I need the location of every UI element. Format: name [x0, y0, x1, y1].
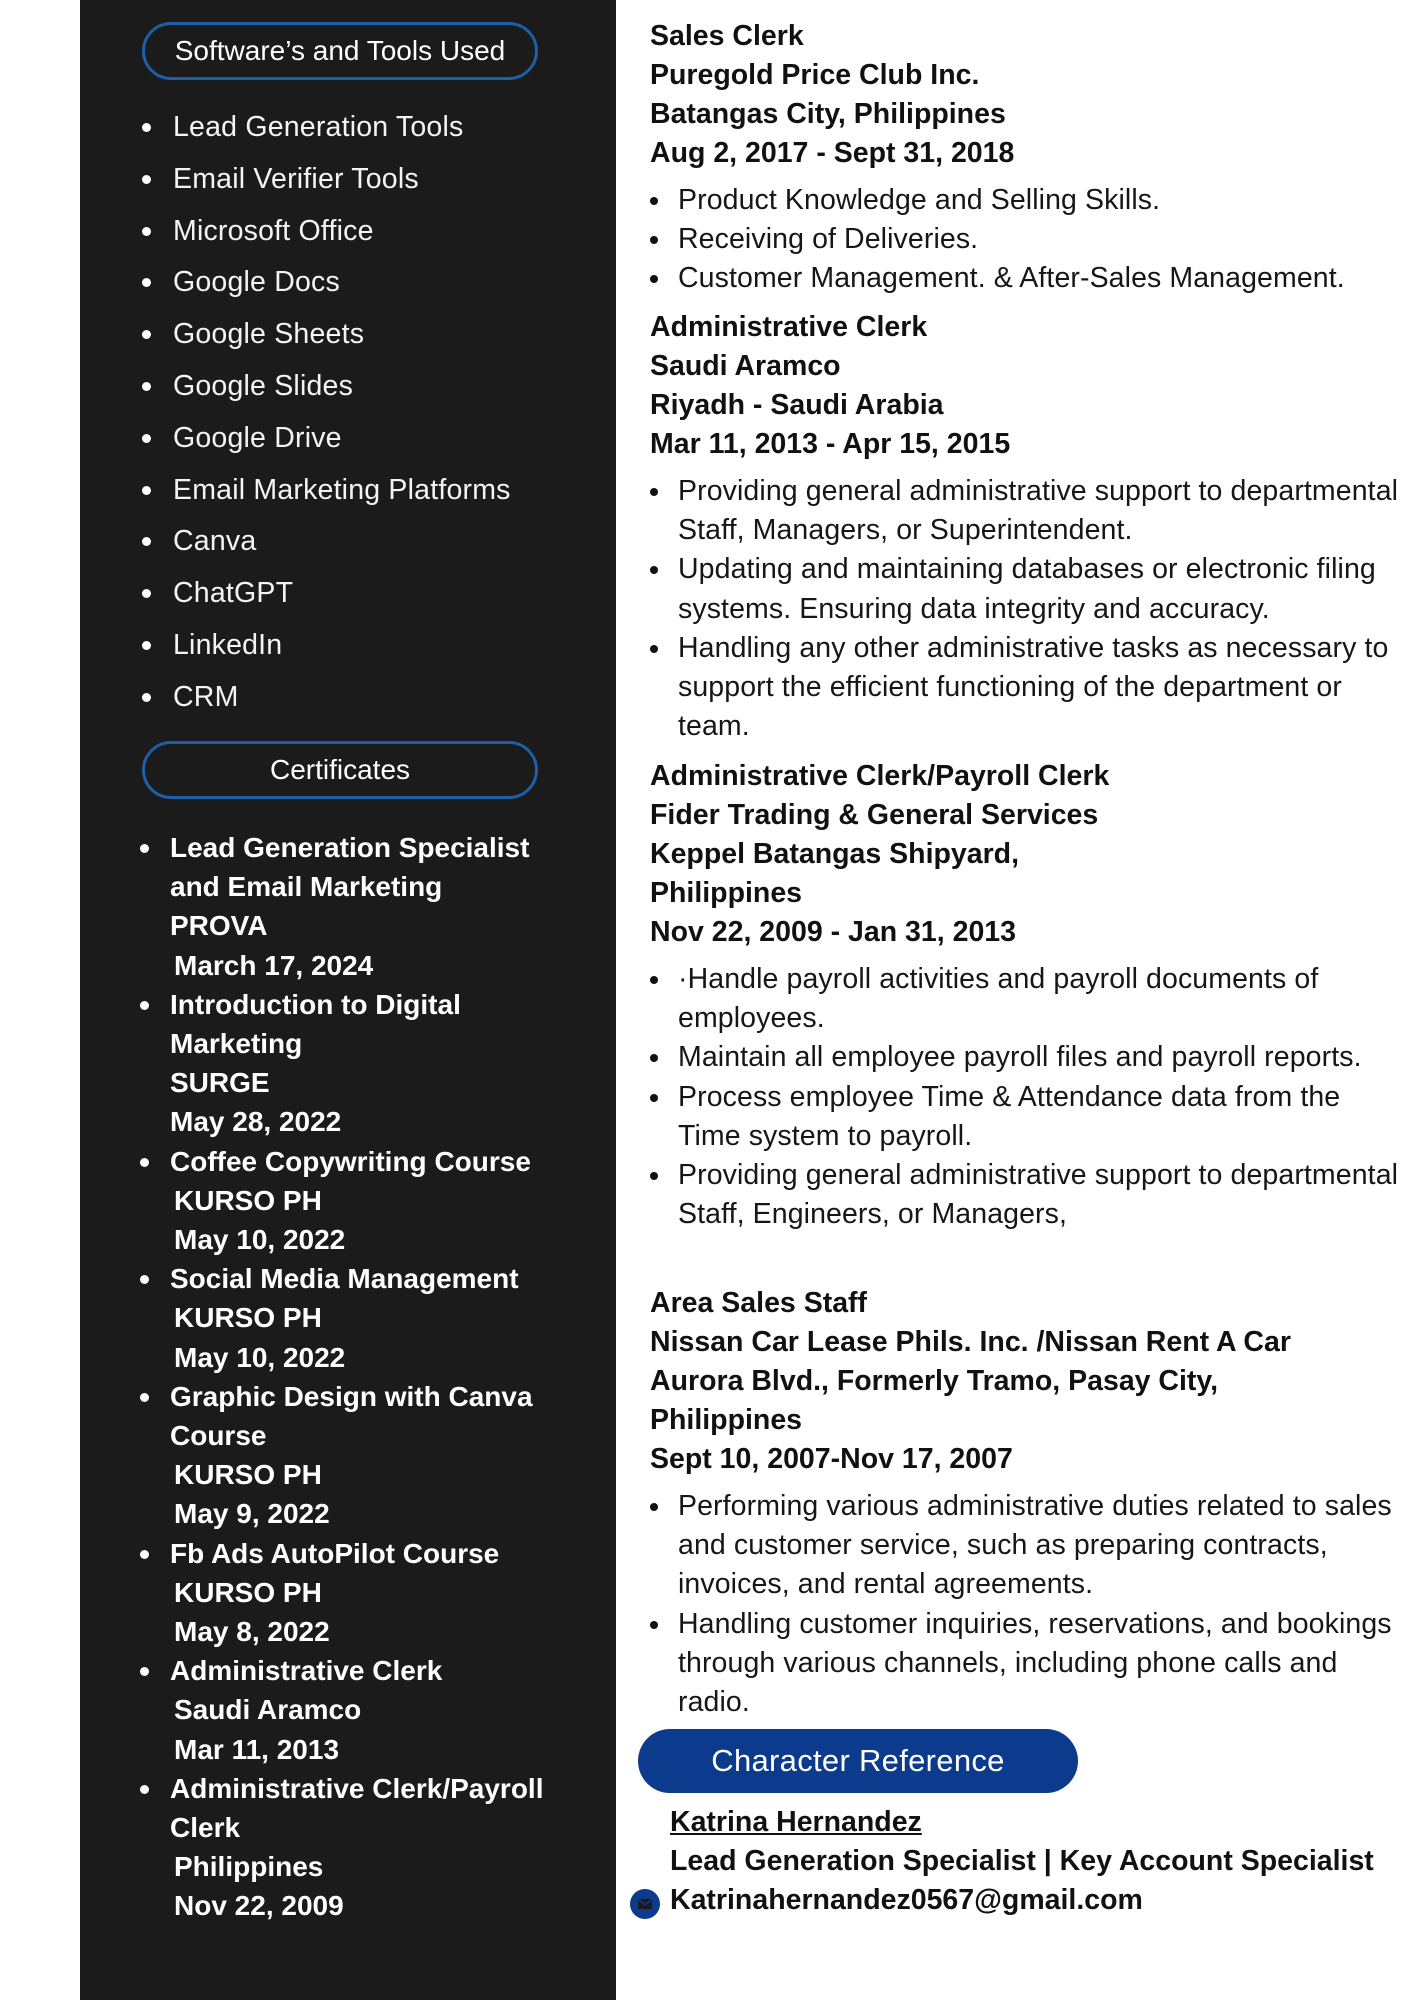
tool-item: Microsoft Office: [80, 207, 616, 259]
tool-item: Google Drive: [80, 414, 616, 466]
certificate-title: Social Media Management: [170, 1263, 519, 1295]
certificate-issuer: SURGE: [170, 1067, 270, 1099]
certificate-item: [80, 1142, 616, 1260]
certificate-item: [80, 1769, 616, 1926]
certificate-title: Administrative Clerk/Payroll Clerk: [170, 1772, 544, 1844]
certificate-date: Nov 22, 2009: [174, 1890, 344, 1922]
certificates-list: [80, 828, 616, 1926]
tool-item: Google Slides: [80, 362, 616, 414]
job-dates: Sept 10, 2007-Nov 17, 2007: [650, 1443, 1013, 1475]
tool-item: Lead Generation Tools: [80, 103, 616, 155]
duty-item: Handling customer inquiries, reservations, and bookings through various channels, including phone calls and radio.: [650, 1605, 1408, 1723]
job-entry: [650, 757, 1414, 1234]
job-location: Batangas City, Philippines: [650, 98, 1006, 130]
job-dates: Mar 11, 2013 - Apr 15, 2015: [650, 428, 1011, 460]
duty-list: [650, 181, 1414, 299]
job-dates: Aug 2, 2017 - Sept 31, 2018: [650, 137, 1015, 169]
duty-list: [650, 472, 1414, 746]
certificate-date: March 17, 2024: [174, 949, 374, 981]
reference-role: Lead Generation Specialist | Key Account Specialist: [670, 1845, 1374, 1878]
certificate-title: Fb Ads AutoPilot Course: [170, 1537, 500, 1569]
duty-item: ·Handle payroll activities and payroll documents of employees.: [650, 960, 1408, 1038]
job-location: Keppel Batangas Shipyard,: [650, 838, 1020, 870]
certificate-issuer: KURSO PH: [174, 1184, 322, 1216]
job-company: Fider Trading & General Services: [650, 799, 1099, 831]
certificate-title: Coffee Copywriting Course: [170, 1145, 531, 1177]
duty-item: Maintain all employee payroll files and payroll reports.: [650, 1038, 1408, 1077]
duty-item: Performing various administrative duties related to sales and customer service, such as preparing contracts, invoices, and rental agreements.: [650, 1487, 1408, 1605]
certificate-issuer: Philippines: [174, 1851, 324, 1883]
job-entry: [650, 1284, 1414, 1722]
job-dates: Nov 22, 2009 - Jan 31, 2013: [650, 916, 1016, 948]
duty-item: Providing general administrative support to departmental Staff, Managers, or Superintendent.: [650, 472, 1408, 550]
certificate-item: [80, 1651, 616, 1769]
certificate-issuer: PROVA: [170, 910, 268, 942]
tools-section-title: Software’s and Tools Used: [142, 22, 538, 80]
job-company: Puregold Price Club Inc.: [650, 59, 980, 91]
tool-item: Email Verifier Tools: [80, 155, 616, 207]
duty-item: Handling any other administrative tasks as necessary to support the efficient functioning of the department or team.: [650, 629, 1408, 747]
certificate-date: May 10, 2022: [174, 1341, 346, 1373]
tool-item: CRM: [80, 673, 616, 725]
certificate-item: [80, 1377, 616, 1534]
job-company: Saudi Aramco: [650, 350, 841, 382]
certificates-section-title: Certificates: [142, 741, 538, 799]
tool-item: LinkedIn: [80, 621, 616, 673]
envelope-icon: [630, 1889, 660, 1919]
reference-email[interactable]: Katrinahernandez0567@gmail.com: [670, 1884, 1143, 1917]
certificate-date: May 8, 2022: [174, 1616, 330, 1648]
tool-item: Google Sheets: [80, 310, 616, 362]
duty-item: Customer Management. & After-Sales Management.: [650, 259, 1408, 298]
certificate-title: Administrative Clerk: [170, 1655, 443, 1687]
job-location: Philippines: [650, 877, 803, 909]
sidebar: [80, 0, 616, 2000]
tool-item: Canva: [80, 517, 616, 569]
tool-item: ChatGPT: [80, 569, 616, 621]
job-location: Riyadh - Saudi Arabia: [650, 389, 944, 421]
job-title: Administrative Clerk: [650, 311, 928, 343]
duty-item: Updating and maintaining databases or electronic filing systems. Ensuring data integrity and accuracy.: [650, 550, 1408, 628]
job-location: Aurora Blvd., Formerly Tramo, Pasay City,: [650, 1365, 1219, 1397]
certificate-date: Mar 11, 2013: [174, 1733, 340, 1765]
certificate-issuer: Saudi Aramco: [174, 1694, 362, 1726]
job-title: Administrative Clerk/Payroll Clerk: [650, 760, 1110, 792]
certificate-date: May 28, 2022: [170, 1106, 342, 1138]
job-title: Sales Clerk: [650, 20, 804, 52]
certificate-issuer: KURSO PH: [174, 1459, 322, 1491]
job-company: Nissan Car Lease Phils. Inc. /Nissan Rent A Car: [650, 1326, 1291, 1358]
job-title: Area Sales Staff: [650, 1287, 868, 1319]
duty-item: Product Knowledge and Selling Skills.: [650, 181, 1408, 220]
duty-item: Receiving of Deliveries.: [650, 220, 1408, 259]
email-icon: [630, 1889, 660, 1919]
certificate-date: May 10, 2022: [174, 1224, 346, 1256]
certificate-item: [80, 1534, 616, 1652]
certificate-item: [80, 828, 616, 985]
duty-list: [650, 1487, 1414, 1722]
duty-list: [650, 960, 1414, 1234]
job-location: Philippines: [650, 1404, 803, 1436]
reference-name: Katrina Hernandez: [670, 1806, 922, 1838]
certificate-date: May 9, 2022: [174, 1498, 330, 1530]
certificate-item: [80, 985, 616, 1142]
certificate-item: [80, 1259, 616, 1377]
experience-column: [650, 0, 1414, 2000]
job-entry: [650, 17, 1414, 299]
character-reference: [670, 1803, 1410, 1921]
tool-item: Email Marketing Platforms: [80, 466, 616, 518]
duty-item: Providing general administrative support to departmental Staff, Engineers, or Managers,: [650, 1156, 1408, 1234]
certificate-title: Lead Generation Specialist and Email Marketing: [170, 832, 530, 903]
duty-item: Process employee Time & Attendance data from the Time system to payroll.: [650, 1078, 1408, 1156]
certificate-issuer: KURSO PH: [174, 1576, 322, 1608]
job-entry: [650, 308, 1414, 746]
tool-item: Google Docs: [80, 258, 616, 310]
certificate-title: Graphic Design with Canva Course: [170, 1380, 533, 1452]
certificate-issuer: KURSO PH: [174, 1302, 322, 1334]
tools-list: [80, 103, 616, 725]
certificate-title: Introduction to Digital Marketing: [170, 988, 461, 1060]
character-reference-title: Character Reference: [638, 1729, 1078, 1793]
